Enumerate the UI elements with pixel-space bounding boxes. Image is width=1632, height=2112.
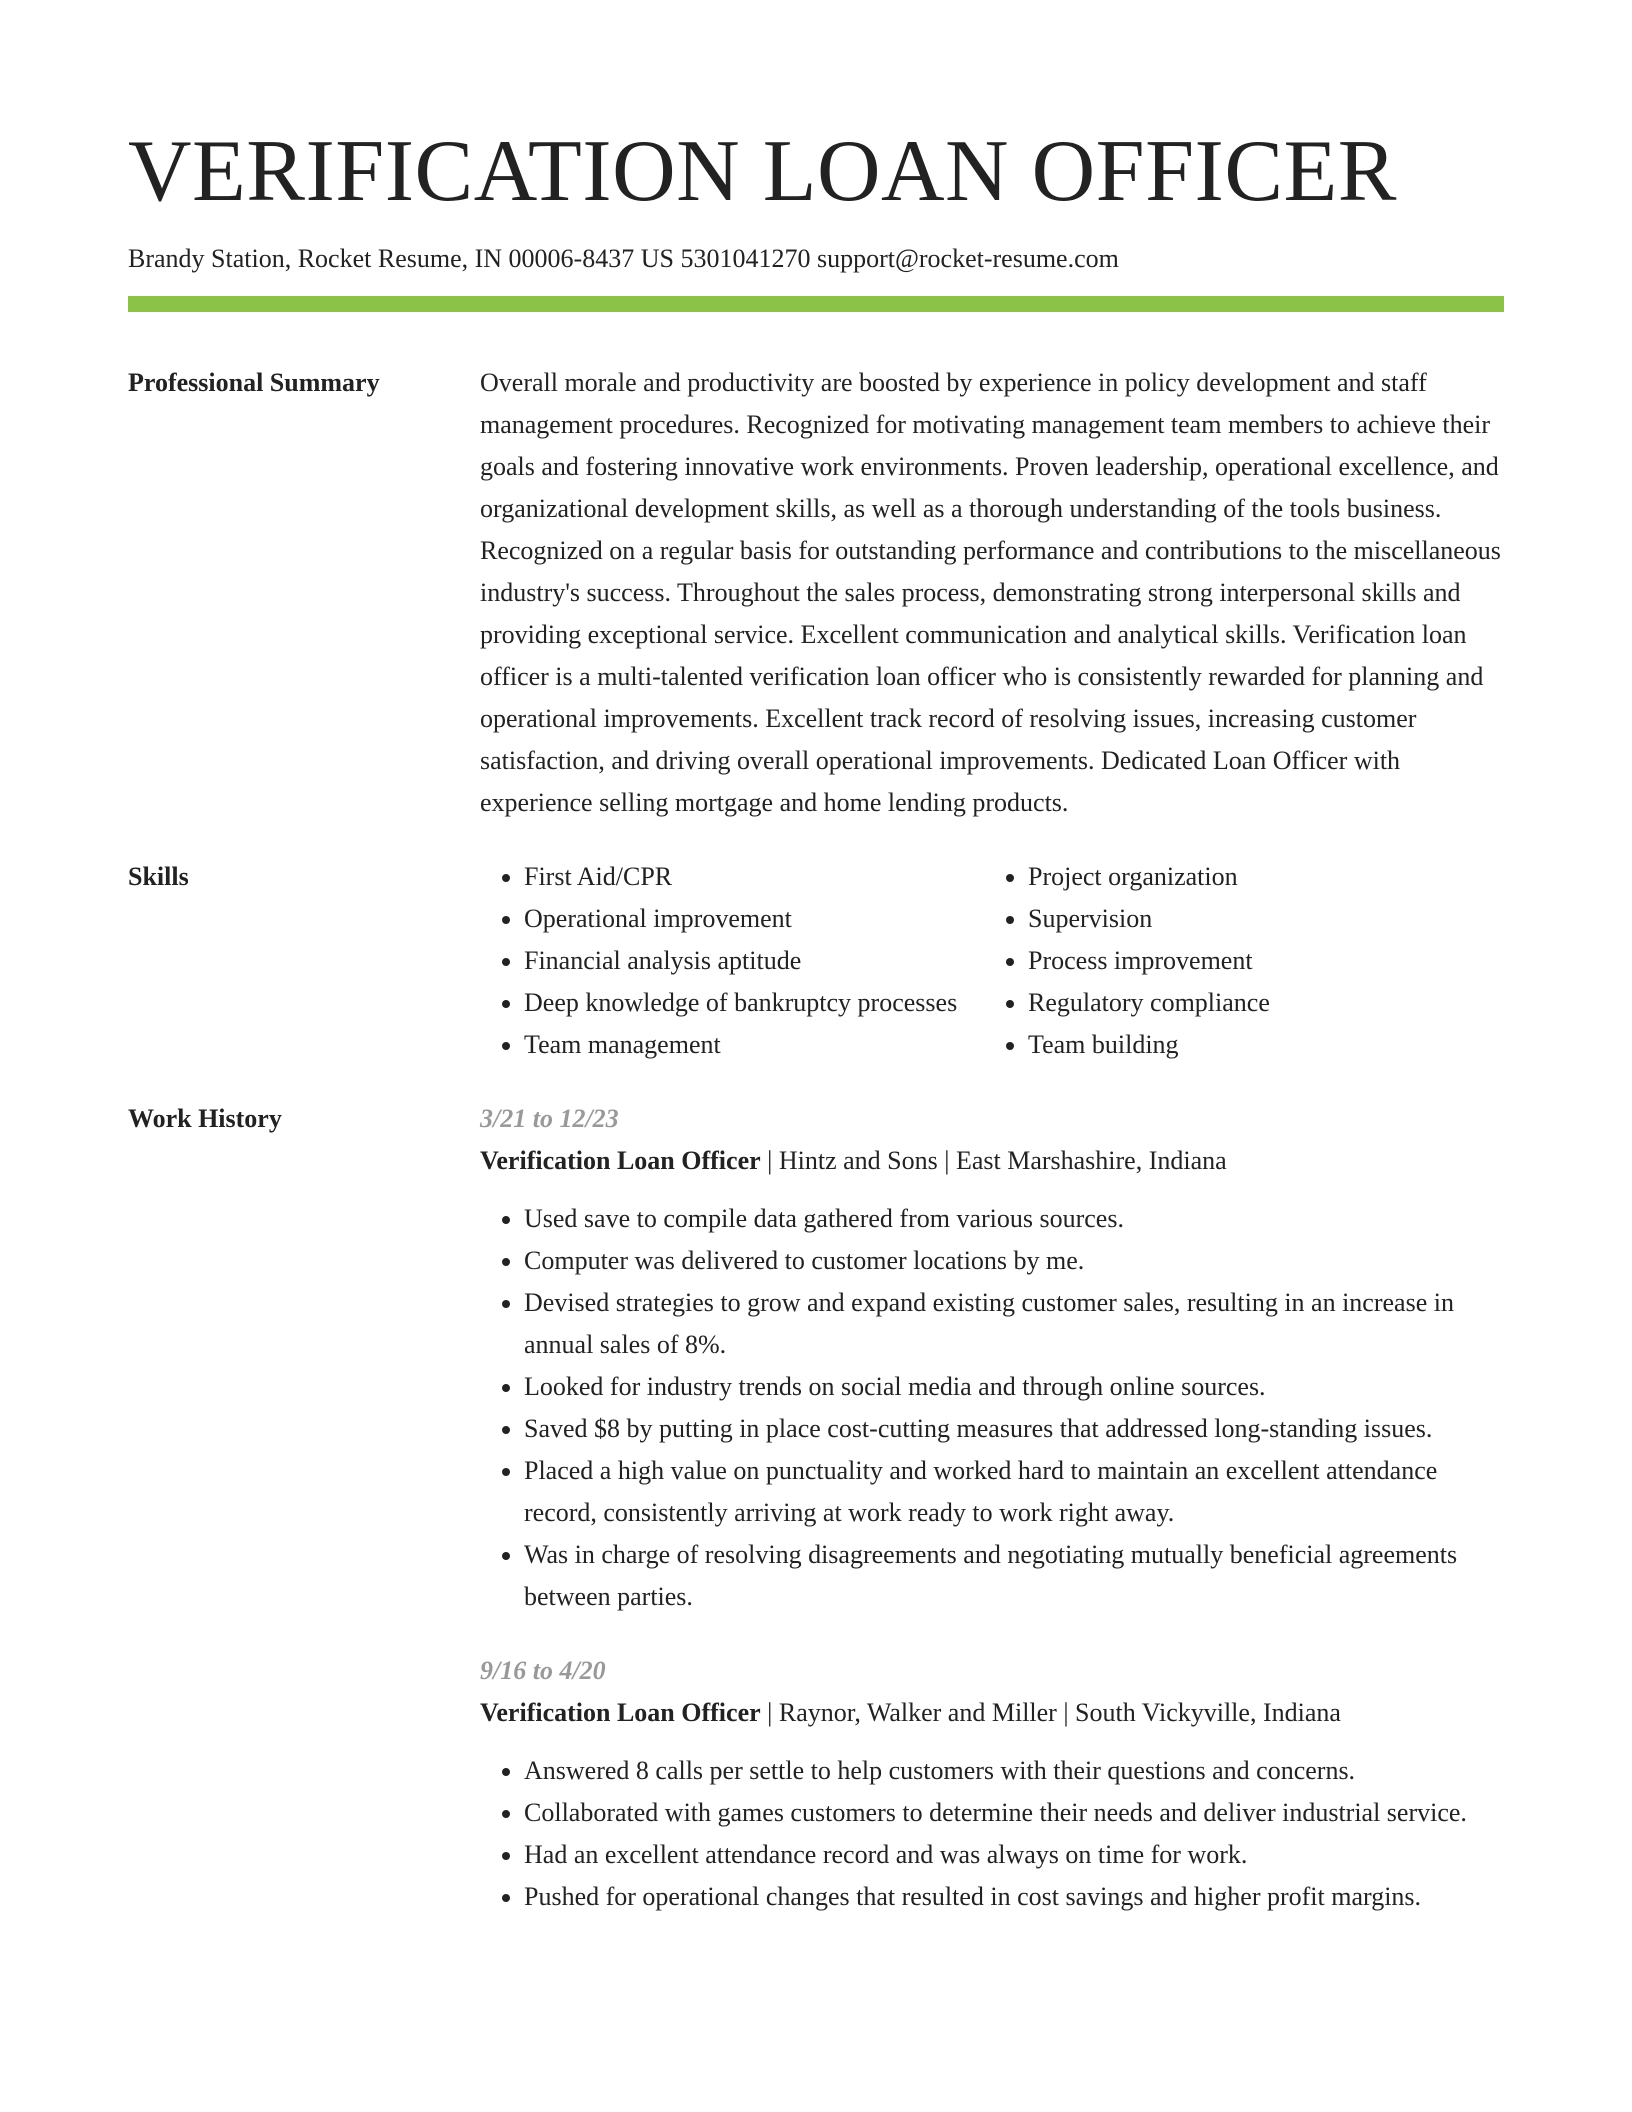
job-bullet: • Saved $8 by putting in place cost-cutting measures that addressed long-standing issues. <box>524 1408 1504 1450</box>
job-bullet: • Had an excellent attendance record and was always on time for work. <box>524 1834 1504 1876</box>
job-bullet: • Answered 8 calls per settle to help customers with their questions and concerns. <box>524 1750 1504 1792</box>
skill-item: • Project organization <box>1028 856 1488 898</box>
skills-list-right <box>984 856 1488 1066</box>
job-bullet: • Collaborated with games customers to determine their needs and deliver industrial service. <box>524 1792 1504 1834</box>
skills-list-left <box>480 856 984 1066</box>
job-title: Verification Loan Officer <box>480 1146 761 1175</box>
job-title: Verification Loan Officer <box>480 1698 761 1727</box>
work-history-section <box>128 1098 1504 1918</box>
job-bullet-list <box>480 1198 1504 1618</box>
skills-column-left <box>480 856 984 1066</box>
job-bullet: • Placed a high value on punctuality and worked hard to maintain an excellent attendance record, consistently arriving at work ready to work right away. <box>524 1450 1504 1534</box>
skill-item: • Team management <box>524 1024 984 1066</box>
resume-name-heading: VERIFICATION LOAN OFFICER <box>128 123 1397 220</box>
skills-column-right <box>984 856 1488 1066</box>
work-history-title: Work History <box>128 1104 282 1133</box>
job-title-line <box>480 1692 1504 1734</box>
summary-text: Overall morale and productivity are boosted by experience in policy development and staff management procedures. Recognized for motivating management team members to achieve their goals and fostering innovative work environments. Proven leadership, operational excellence, and organizational development skills, as well as a thorough understanding of the tools business. Recognized on a regular basis for outstanding performance and contributions to the miscellaneous industry's success. Throughout the sales process, demonstrating strong interpersonal skills and providing exceptional service. Excellent communication and analytical skills. Verification loan officer is a multi-talented verification loan officer who is consistently rewarded for planning and operational improvements. Excellent track record of resolving issues, increasing customer satisfaction, and driving overall operational improvements. Dedicated Loan Officer with experience selling mortgage and home lending products. <box>480 368 1501 817</box>
skills-title: Skills <box>128 862 189 891</box>
job-bullet-list <box>480 1750 1504 1918</box>
summary-section <box>128 362 1504 824</box>
skill-item: • First Aid/CPR <box>524 856 984 898</box>
job-bullet: • Looked for industry trends on social media and through online sources. <box>524 1366 1504 1408</box>
accent-divider <box>128 296 1504 312</box>
skill-item: • Deep knowledge of bankruptcy processes <box>524 982 984 1024</box>
job-bullet: • Pushed for operational changes that resulted in cost savings and higher profit margins. <box>524 1876 1504 1918</box>
skills-section <box>128 856 1504 1066</box>
job-dates: 9/16 to 4/20 <box>480 1656 606 1685</box>
job-bullet: • Computer was delivered to customer locations by me. <box>524 1240 1504 1282</box>
skill-item: • Supervision <box>1028 898 1488 940</box>
job-entry <box>480 1650 1504 1918</box>
job-details: | Raynor, Walker and Miller | South Vickyville, Indiana <box>760 1698 1341 1727</box>
skill-item: • Regulatory compliance <box>1028 982 1488 1024</box>
skill-item: • Financial analysis aptitude <box>524 940 984 982</box>
job-entry <box>480 1098 1504 1618</box>
skill-item: • Process improvement <box>1028 940 1488 982</box>
job-bullet: • Was in charge of resolving disagreements and negotiating mutually beneficial agreements between parties. <box>524 1534 1504 1618</box>
contact-line: Brandy Station, Rocket Resume, IN 00006-8437 US 5301041270 support@rocket-resume.com <box>128 244 1119 273</box>
job-dates: 3/21 to 12/23 <box>480 1104 619 1133</box>
job-title-line <box>480 1140 1504 1182</box>
job-bullet: • Devised strategies to grow and expand existing customer sales, resulting in an increase in annual sales of 8%. <box>524 1282 1504 1366</box>
job-bullet: • Used save to compile data gathered from various sources. <box>524 1198 1504 1240</box>
skill-item: • Operational improvement <box>524 898 984 940</box>
skill-item: • Team building <box>1028 1024 1488 1066</box>
summary-title: Professional Summary <box>128 368 380 397</box>
job-details: | Hintz and Sons | East Marshashire, Indiana <box>760 1146 1227 1175</box>
resume-page <box>128 0 1504 1918</box>
